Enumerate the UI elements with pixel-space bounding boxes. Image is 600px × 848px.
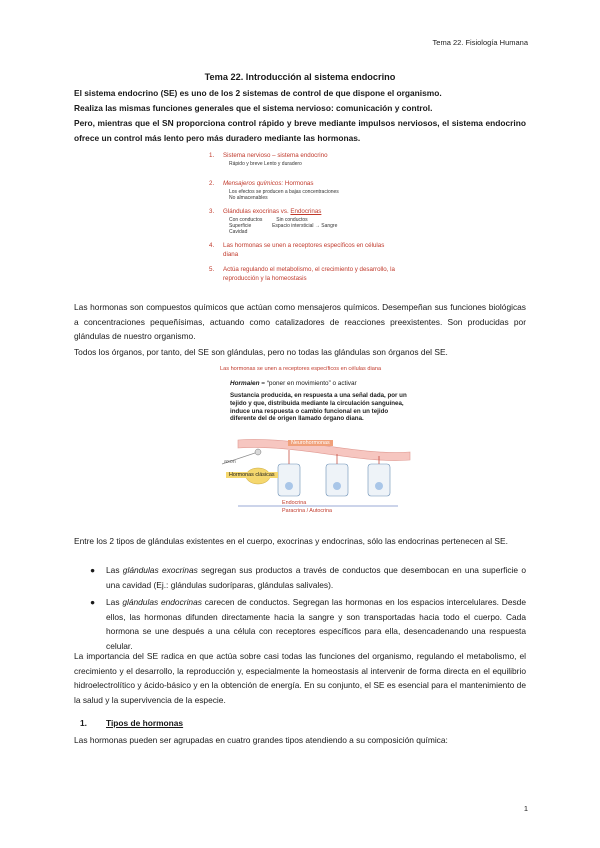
hormone-definition-title <box>230 380 357 387</box>
intro-line-1: El sistema endocrino (SE) es uno de los 2 sistemas de control de que dispone el organismo. <box>74 88 442 98</box>
item-text-underline: Endocrinas <box>290 208 322 215</box>
paracrine-label: Paracrina / Autocrina <box>282 508 333 514</box>
cell-2 <box>326 464 348 496</box>
definition-rest: = “poner en movimiento” o activar <box>259 380 357 387</box>
item-sub: Los efectos se producen a bajas concentraciones No almacenables <box>229 189 339 201</box>
intro-line-3: Pero, mientras que el SN proporciona control rápido y breve mediante impulsos nerviosos, el sistema endocrino ofrece un control más lento pero más duradero mediante las hormonas. <box>74 118 526 143</box>
paragraph-hormone-types: Las hormonas pueden ser agrupadas en cuatro grandes tipos atendiendo a su composición química: <box>74 735 448 745</box>
section-title: Tipos de hormonas <box>106 718 184 728</box>
page-number: 1 <box>523 804 528 813</box>
item-text: Hormonas <box>283 180 314 187</box>
bullet-endocrine <box>74 595 526 653</box>
intro-line-2: Realiza las mismas funciones generales que el sistema nervioso: comunicación y control. <box>74 103 433 113</box>
endocrine-label: Endocrina <box>282 500 307 506</box>
paragraph-gland-types: Entre los 2 tipos de glándulas existentes en el cuerpo, exocrinas y endocrinas, sólo las endocrinas pertenecen al SE. <box>74 536 508 546</box>
gland-bullet-list <box>74 563 526 656</box>
item-text-italic: Mensajeros químicos: <box>223 180 284 187</box>
bullet-pre: Las <box>106 597 123 607</box>
bullet-dot-icon: ● <box>90 565 96 575</box>
axon-label: axon <box>224 459 236 465</box>
item-text: Glándulas exocrinas vs. <box>223 208 291 215</box>
cell-3-nucleus <box>375 482 383 490</box>
item-number: 5. <box>209 266 215 273</box>
classic-hormones-label: Hormonas clásicas <box>226 472 278 478</box>
hormone-definition-body: Sustancia producida, en respuesta a una señal dada, por un tejido y que, distribuida mediante la circulación sanguínea, induce una respuesta o cambio funcional en un tejido diferente del de origen llamado órgano diana. <box>230 392 407 423</box>
bullet-exocrine <box>74 563 526 592</box>
item-text: Las hormonas se unen a receptores específicos en células diana <box>223 242 385 258</box>
cell-1-nucleus <box>285 482 293 490</box>
paragraph-importance: La importancia del SE radica en que actúa sobre casi todas las funciones del organismo, regulando el metabolismo, el crecimiento y el desarrollo, la reproducción y, especialmente la homeostasis al intervenir de forma directa en el equilibrio hidroelectrolítico y ácido-básico y en la obtención de energía. En su conjunto, el SE es esencial para el mantenimiento de la salud y la supervivencia de la especie. <box>74 651 526 705</box>
bullet-dot-icon: ● <box>90 597 96 607</box>
running-header: Tema 22. Fisiología Humana <box>432 38 528 47</box>
item-text: Sistema nervioso – sistema endocrino <box>223 152 328 159</box>
item-number: 4. <box>209 242 215 249</box>
item-sub: Con conductos Sin conductos Superficie Espacio intersticial → Sangre Cavidad <box>229 217 338 235</box>
cell-1 <box>278 464 300 496</box>
bullet-italic: glándulas endocrinas <box>122 597 202 607</box>
bullet-italic: glándulas exocrinas <box>122 565 198 575</box>
neuron-terminal <box>255 449 261 455</box>
item-sub: Rápido y breve Lento y duradero <box>229 161 302 167</box>
section-heading <box>74 718 183 728</box>
definition-term: Hormaien <box>230 380 260 387</box>
item-number: 1. <box>209 152 215 159</box>
figure-caption: Las hormonas se unen a receptores específicos en células diana <box>220 366 382 372</box>
bullet-post: segregan sus productos a través de conductos que desembocan en una superficie o una cavidad (Ej.: glándulas sudoríparas, glándulas salivales). <box>106 565 526 590</box>
item-number: 2. <box>209 180 215 187</box>
bullet-pre: Las <box>106 565 123 575</box>
item-text: Actúa regulando el metabolismo, el crecimiento y desarrollo, la reproducción y la homeostasis <box>223 266 395 282</box>
cell-3 <box>368 464 390 496</box>
summary-figure <box>205 152 397 294</box>
paragraph-organs: Todos los órganos, por tanto, del SE son glándulas, pero no todas las glándulas son órganos del SE. <box>74 347 448 357</box>
bullet-post: carecen de conductos. Segregan las hormonas en los espacios intercelulares. Desde ellos, las hormonas difunden directamente hacia la sangre y son transportadas hacia todo el cuerpo. Cada hormona se une después a una célula con receptores específicos para ella, desencadenando una respuesta celular. <box>106 597 526 651</box>
hormone-figure <box>218 366 412 514</box>
item-number: 3. <box>209 208 215 215</box>
section-number: 1. <box>80 718 87 728</box>
paragraph-hormones: Las hormonas son compuestos químicos que actúan como mensajeros químicos. Desempeñan sus funciones biológicas a concentraciones pequeñísimas, actuando como catalizadores de reacciones preexistentes. Son producidas por glándulas de nuestro organismo. <box>74 302 526 341</box>
cell-2-nucleus <box>333 482 341 490</box>
page-title: Tema 22. Introducción al sistema endocrino <box>204 72 396 82</box>
neurohormones-label: Neurohormonas <box>288 440 333 446</box>
